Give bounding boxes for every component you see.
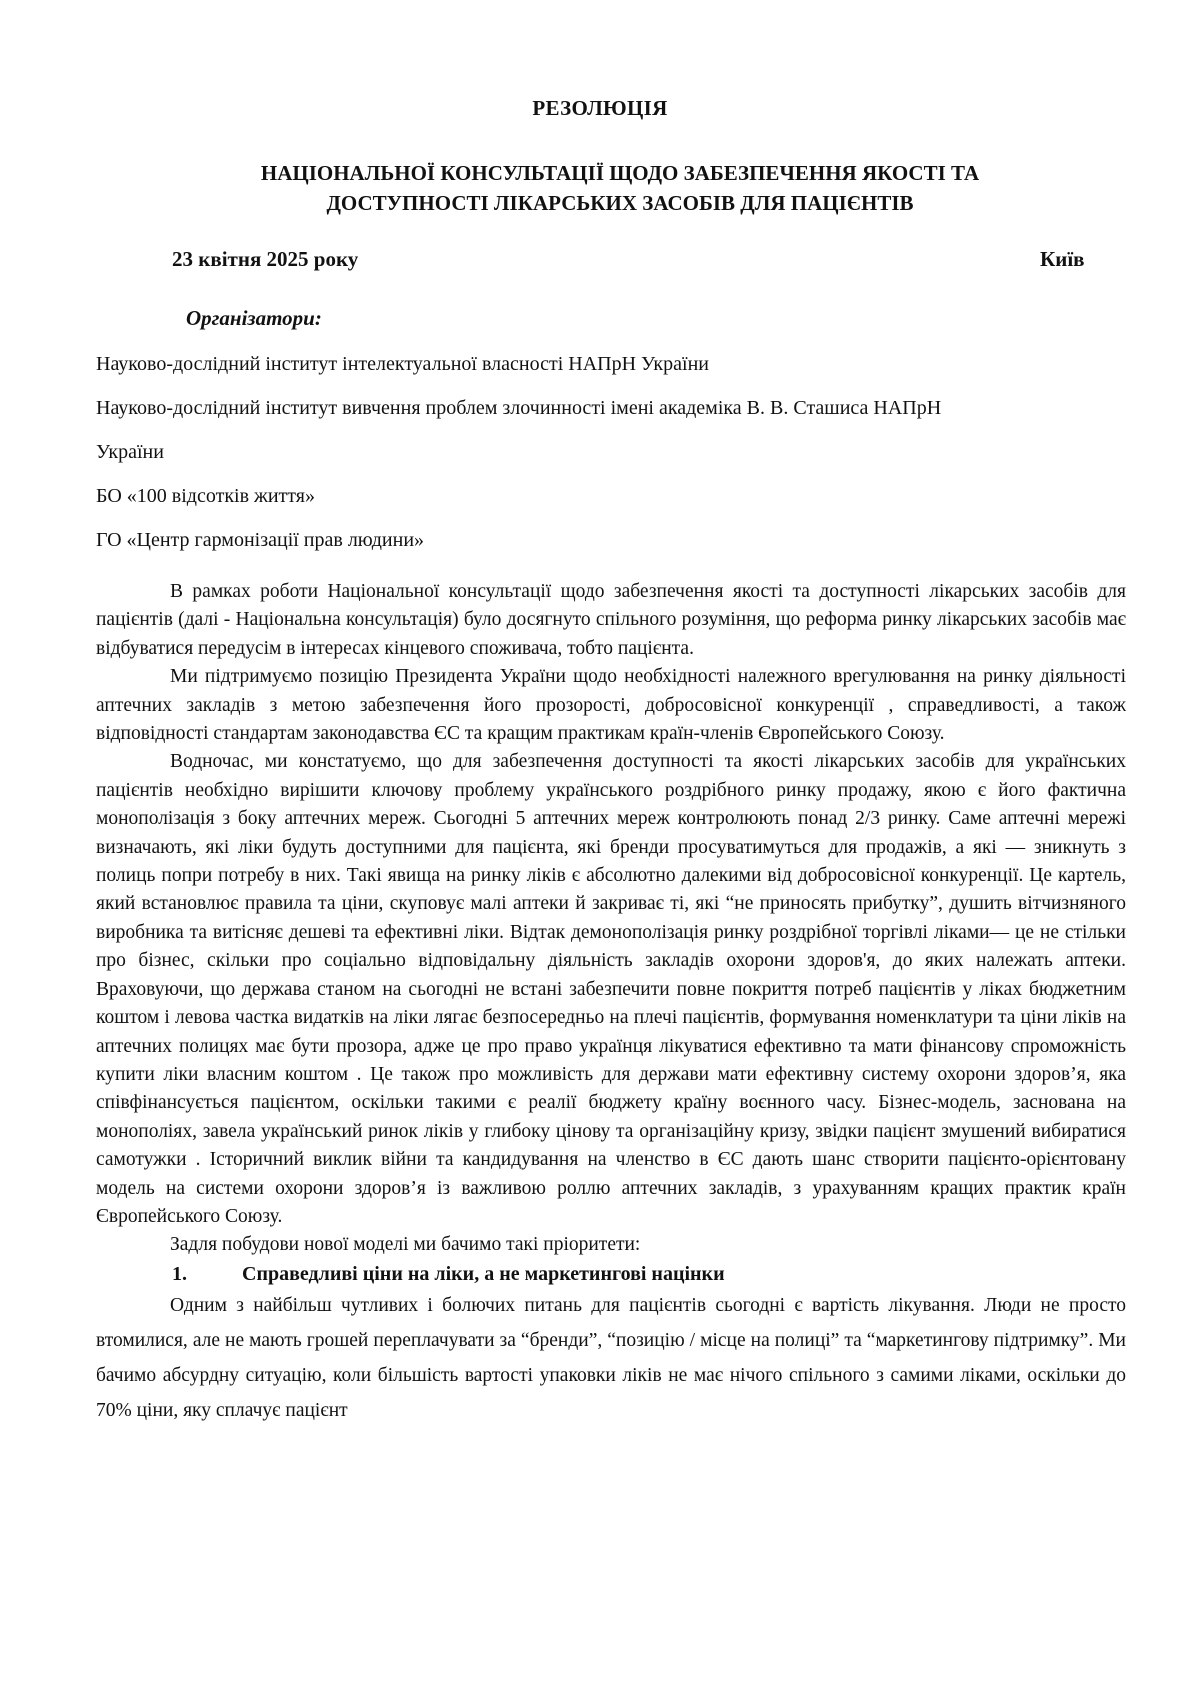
- body-paragraph: Ми підтримуємо позицію Президента України щодо необхідності належного врегулювання на ринку діяльності аптечних закладів з метою забезпечення його прозорості, добросовісної конкуренції , справедливості, а також відповідності стандартам законодавства ЄС та кращим практикам країн-членів Європейського Союзу.: [96, 666, 1126, 745]
- document-city: Київ: [1040, 247, 1085, 271]
- body-paragraph: Одним з найбільш чутливих і болючих питань для пацієнтів сьогодні є вартість лікування. Люди не просто втомилися, але не мають грошей переплачувати за “бренди”, “позицію / місце на полиці” та “маркетингову підтримку”. Ми бачимо абсурдну ситуацію, коли більшість вартості упаковки ліків не має нічого спільного з самими ліками, оскільки до 70% ціни, яку сплачує пацієнт: [96, 1295, 1126, 1422]
- organizer-item: ГО «Центр гармонізації прав людини»: [96, 529, 425, 551]
- body-paragraph: В рамках роботи Національної консультації щодо забезпечення якості та доступності лікарських засобів для пацієнтів (далі - Національна консультація) було досягнуто спільного розуміння, що реформа ринку лікарських засобів має відбуватися передусім в інтересах кінцевого споживача, тобто пацієнта.: [96, 581, 1126, 659]
- organizers-list: [96, 342, 1136, 562]
- resolution-body: [96, 578, 1126, 1428]
- organizer-item: України: [96, 441, 164, 463]
- body-paragraph: Водночас, ми констатуємо, що для забезпечення доступності та якості лікарських засобів для українських пацієнтів необхідно вирішити ключову проблему українського роздрібного ринку продажу, якою є його фактична монополізація з боку аптечних мереж. Сьогодні 5 аптечних мереж контролюють понад 2/3 ринку. Саме аптечні мережі визначають, які ліки будуть доступними для пацієнта, які бренди просуватимуться для продажів, а які — зникнуть з полиць попри потребу в них. Такі явища на ринку ліків є абсолютно далекими від добросовісної конкуренції. Це картель, який встановлює правила та ціни, скуповує малі аптеки й закриває ті, які “не приносять прибутку”, душить вітчизняного виробника та витісняє дешеві та ефективні ліки. Відтак демонополізація ринку роздрібної торгівлі ліками— це не стільки про бізнес, скільки про соціально відповідальну діяльність закладів охорони здоров'я, до яких належать аптеки. Враховуючи, що держава станом на сьогодні не встані забезпечити повне покриття потреб пацієнтів у ліках бюджетним коштом і левова частка видатків на ліки лягає безпосередньо на плечі пацієнтів, формування номенклатури та ціни ліків на аптечних полицях має бути прозора, адже це про право українця лікуватися ефективно та мати фінансову спроможність купити ліки власним коштом . Це також про можливість для держави мати ефективну систему охорони здоров’я, яка співфінансується пацієнтом, оскільки такими є реалії бюджету країну воєнного часу. Бізнес-модель, заснована на монополіях, завела український ринок ліків у глибоку цінову та організаційну кризу, звідки пацієнт змушений вибиратися самотужки . Історичний виклик війни та кандидування на членство в ЄС дають шанс створити пацієнто-орієнтовану модель на системи охорони здоров’я із важливою роллю аптечних закладів, з урахуванням кращих практик країн Європейського Союзу.: [96, 751, 1126, 1227]
- priority-heading: [96, 1260, 1126, 1288]
- document-subtitle: [150, 158, 1090, 218]
- document-title: РЕЗОЛЮЦІЯ: [532, 96, 668, 120]
- organizer-item: БО «100 відсотків життя»: [96, 485, 315, 507]
- organizer-item: Науково-дослідний інститут інтелектуальної власності НАПрН України: [96, 353, 709, 375]
- priority-title: Справедливі ціни на ліки, а не маркетингові націнки: [242, 1262, 725, 1285]
- priorities-intro: Задля побудови нової моделі ми бачимо такі пріоритети:: [170, 1234, 641, 1256]
- subtitle-line-1: НАЦІОНАЛЬНОЇ КОНСУЛЬТАЦІЇ ЩОДО ЗАБЕЗПЕЧЕННЯ ЯКОСТІ ТА: [260, 161, 980, 185]
- priority-number: 1.: [172, 1262, 187, 1285]
- document-date: 23 квітня 2025 року: [172, 247, 359, 271]
- organizers-heading: Організатори:: [186, 306, 322, 330]
- subtitle-line-2: ДОСТУПНОСТІ ЛІКАРСЬКИХ ЗАСОБІВ ДЛЯ ПАЦІЄНТІВ: [326, 191, 914, 215]
- organizer-item: Науково-дослідний інститут вивчення проблем злочинності імені академіка В. В. Сташиса НАПрН: [96, 397, 942, 419]
